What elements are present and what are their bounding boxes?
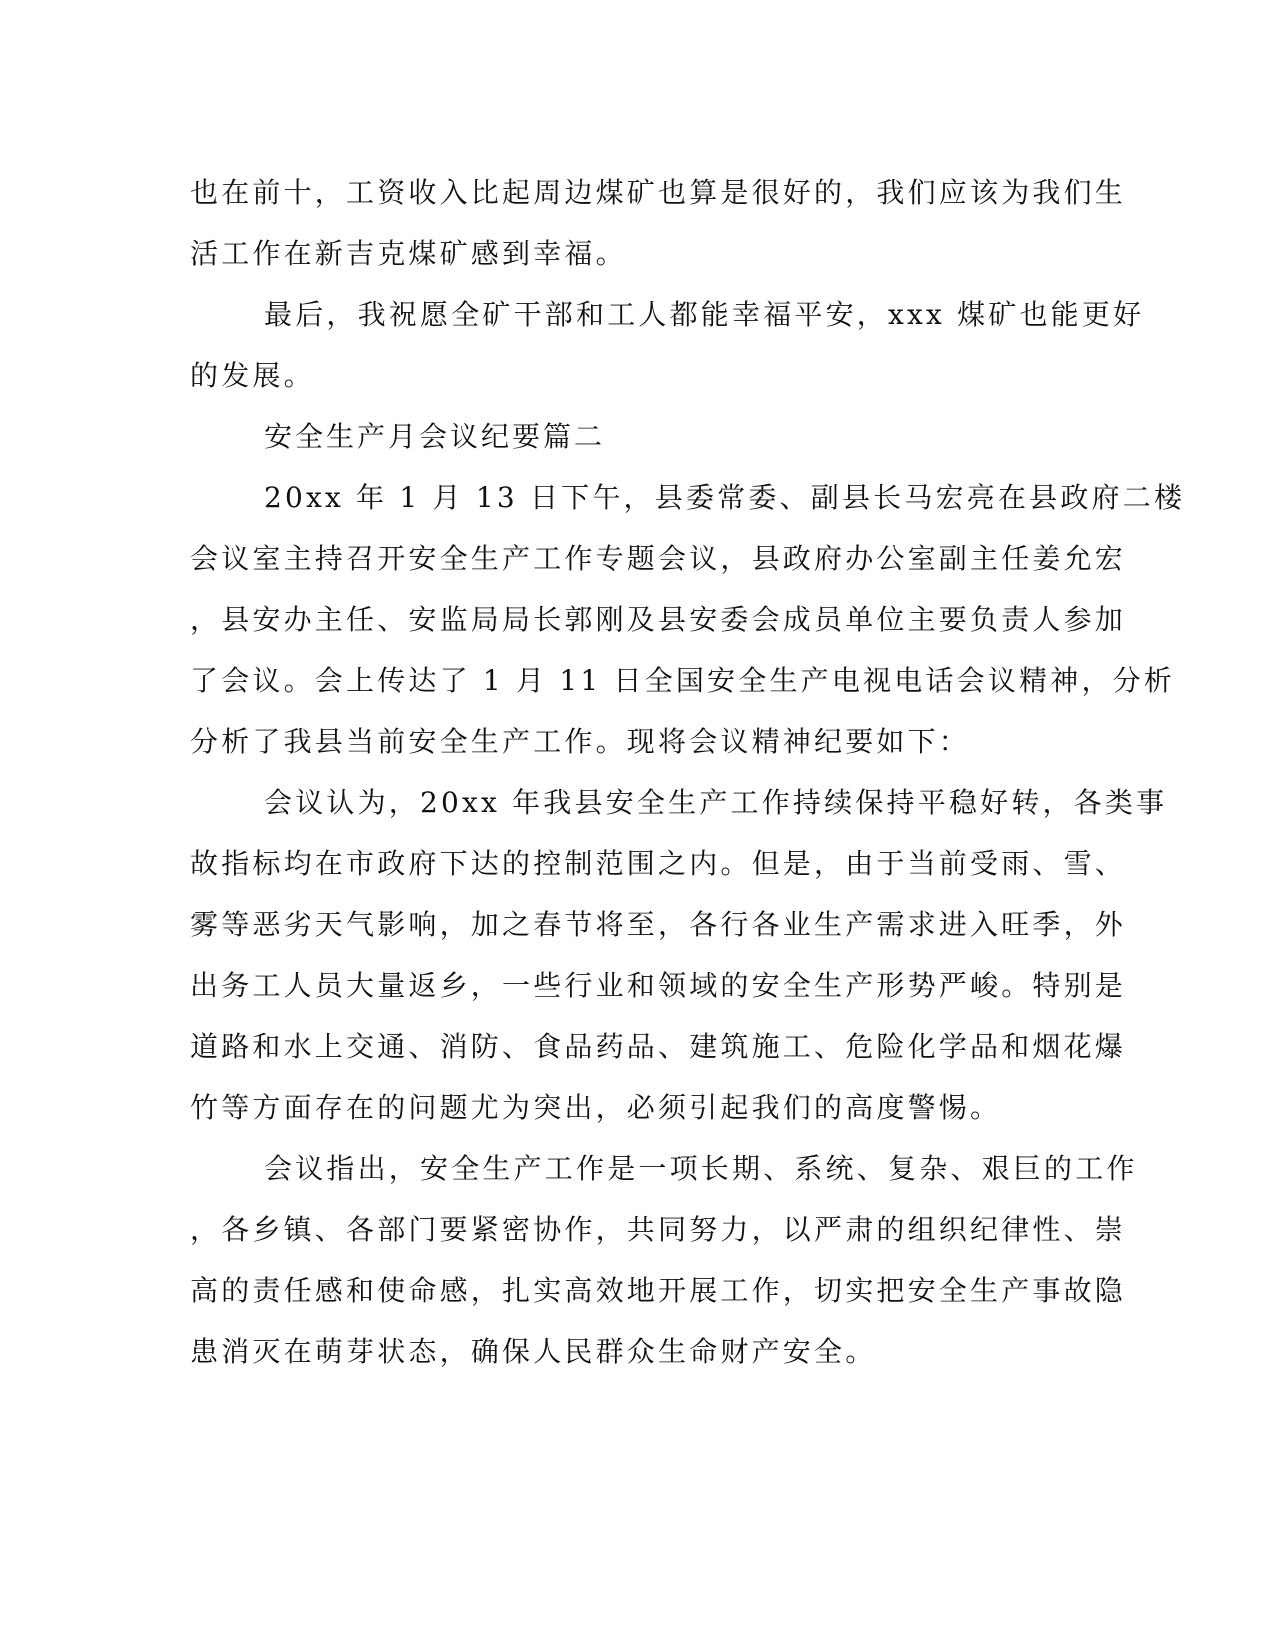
- paragraph-line: 雾等恶劣天气影响，加之春节将至，各行各业生产需求进入旺季，外: [190, 908, 1127, 941]
- paragraph-line: 最后，我祝愿全矿干部和工人都能幸福平安，xxx 煤矿也能更好: [264, 298, 1145, 331]
- paragraph-line: 的发展。: [190, 359, 315, 392]
- paragraph-line: 竹等方面存在的问题尤为突出，必须引起我们的高度警惕。: [190, 1091, 1002, 1124]
- paragraph-line: ，县安办主任、安监局局长郭刚及县安委会成员单位主要负责人参加: [190, 603, 1127, 636]
- paragraph-line: 故指标均在市政府下达的控制范围之内。但是，由于当前受雨、雪、: [190, 847, 1127, 880]
- paragraph-line: 分析了我县当前安全生产工作。现将会议精神纪要如下：: [190, 725, 971, 758]
- paragraph-line: 出务工人员大量返乡，一些行业和领域的安全生产形势严峻。特别是: [190, 969, 1127, 1002]
- paragraph-line: 高的责任感和使命感，扎实高效地开展工作，切实把安全生产事故隐: [190, 1274, 1127, 1307]
- paragraph-line: 也在前十，工资收入比起周边煤矿也算是很好的，我们应该为我们生: [190, 176, 1127, 209]
- paragraph-line: 活工作在新吉克煤矿感到幸福。: [190, 237, 627, 270]
- document-body: [190, 162, 1186, 1382]
- paragraph-line: 了会议。会上传达了 1 月 11 日全国安全生产电视电话会议精神，分析: [190, 664, 1176, 697]
- paragraph-line: 患消灭在萌芽状态，确保人民群众生命财产安全。: [190, 1335, 877, 1368]
- section-heading: 安全生产月会议纪要篇二: [264, 420, 606, 453]
- paragraph-line: ，各乡镇、各部门要紧密协作，共同努力，以严肃的组织纪律性、崇: [190, 1213, 1127, 1246]
- paragraph-line: 20xx 年 1 月 13 日下午，县委常委、副县长马宏亮在县政府二楼: [264, 481, 1186, 514]
- paragraph-line: 会议指出，安全生产工作是一项长期、系统、复杂、艰巨的工作: [264, 1152, 1138, 1185]
- paragraph-line: 道路和水上交通、消防、食品药品、建筑施工、危险化学品和烟花爆: [190, 1030, 1127, 1063]
- paragraph-line: 会议认为，20xx 年我县安全生产工作持续保持平稳好转，各类事: [264, 786, 1168, 819]
- paragraph-line: 会议室主持召开安全生产工作专题会议，县政府办公室副主任姜允宏: [190, 542, 1127, 575]
